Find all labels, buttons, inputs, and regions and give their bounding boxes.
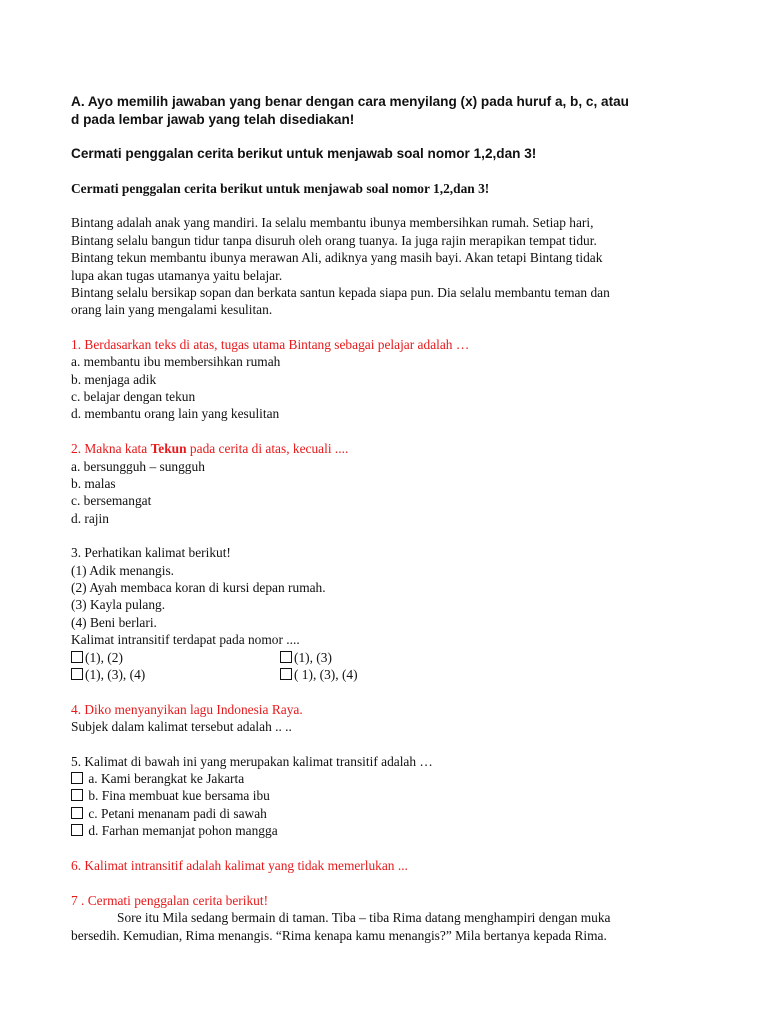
q3-choice-d[interactable]	[280, 666, 358, 683]
q3-sentence-3: (3) Kayla pulang.	[71, 597, 166, 612]
serif-heading: Cermati penggalan cerita berikut untuk menjawab soal nomor 1,2,dan 3!	[71, 181, 490, 196]
question-6: 6. Kalimat intransitif adalah kalimat yang tidak memerlukan ...	[71, 858, 408, 873]
q3-choice-b[interactable]	[280, 649, 332, 666]
q7-story-line: bersedih. Kemudian, Rima menangis. “Rima kenapa kamu menangis?” Mila bertanya kepada Rima.	[71, 928, 607, 943]
story-line: Bintang tekun membantu ibunya merawan Ali, adiknya yang masih bayi. Akan tetapi Bintang tidak	[71, 250, 603, 265]
checkbox-icon[interactable]	[71, 789, 83, 801]
q2-option-c: c. bersemangat	[71, 493, 152, 508]
question-4: 4. Diko menyanyikan lagu Indonesia Raya.	[71, 702, 303, 717]
checkbox-icon[interactable]	[71, 824, 83, 836]
question-7: 7 . Cermati penggalan cerita berikut!	[71, 893, 269, 908]
q2-option-b: b. malas	[71, 476, 116, 491]
q3-choice-a[interactable]	[71, 649, 123, 666]
q1-option-c: c. belajar dengan tekun	[71, 389, 196, 404]
question-1: 1. Berdasarkan teks di atas, tugas utama Bintang sebagai pelajar adalah …	[71, 337, 470, 352]
q5-option-b[interactable]	[71, 787, 270, 804]
sans-heading: Cermati penggalan cerita berikut untuk menjawab soal nomor 1,2,dan 3!	[71, 146, 537, 161]
q4-prompt: Subjek dalam kalimat tersebut adalah .. ..	[71, 719, 292, 734]
q2-text-post: pada cerita di atas, kecuali ....	[186, 441, 349, 456]
checkbox-icon[interactable]	[280, 668, 292, 680]
q3-choice-c-label: (1), (3), (4)	[85, 667, 146, 682]
q5-option-b-label: b. Fina membuat kue bersama ibu	[88, 788, 270, 803]
checkbox-icon[interactable]	[71, 651, 83, 663]
q2-text-pre: 2. Makna kata	[71, 441, 151, 456]
story-line: Bintang adalah anak yang mandiri. Ia selalu membantu ibunya membersihkan rumah. Setiap hari,	[71, 215, 594, 230]
instruction-line-2: d pada lembar jawab yang telah disediakan!	[71, 112, 355, 127]
q1-option-d: d. membantu orang lain yang kesulitan	[71, 406, 280, 421]
q5-option-a[interactable]	[71, 770, 244, 787]
checkbox-icon[interactable]	[71, 668, 83, 680]
q5-option-d-label: d. Farhan memanjat pohon mangga	[88, 823, 278, 838]
q3-sentence-2: (2) Ayah membaca koran di kursi depan rumah.	[71, 580, 326, 595]
q3-choice-c[interactable]	[71, 666, 145, 683]
q7-story-line: Sore itu Mila sedang bermain di taman. Tiba – tiba Rima datang menghampiri dengan muka	[117, 910, 611, 925]
q2-option-a: a. bersungguh – sungguh	[71, 459, 205, 474]
q3-prompt: Kalimat intransitif terdapat pada nomor ....	[71, 632, 300, 647]
instruction-line-1: A. Ayo memilih jawaban yang benar dengan cara menyilang (x) pada huruf a, b, c, atau	[71, 94, 629, 109]
q3-sentence-1: (1) Adik menangis.	[71, 563, 175, 578]
story-line: Bintang selalu bersikap sopan dan berkata santun kepada siapa pun. Dia selalu membantu teman dan	[71, 285, 610, 300]
q5-option-c[interactable]	[71, 805, 267, 822]
q3-choice-b-label: (1), (3)	[294, 650, 332, 665]
q5-option-d[interactable]	[71, 822, 278, 839]
q3-sentence-4: (4) Beni berlari.	[71, 615, 157, 630]
q2-option-d: d. rajin	[71, 511, 109, 526]
q2-keyword: Tekun	[150, 441, 187, 456]
question-5: 5. Kalimat di bawah ini yang merupakan kalimat transitif adalah …	[71, 754, 433, 769]
q1-option-a: a. membantu ibu membersihkan rumah	[71, 354, 281, 369]
q3-choice-d-label: ( 1), (3), (4)	[294, 667, 358, 682]
question-3: 3. Perhatikan kalimat berikut!	[71, 545, 231, 560]
story-line: lupa akan tugas utamanya yaitu belajar.	[71, 268, 283, 283]
checkbox-icon[interactable]	[280, 651, 292, 663]
q5-option-a-label: a. Kami berangkat ke Jakarta	[88, 771, 245, 786]
story-line: orang lain yang mengalami kesulitan.	[71, 302, 273, 317]
checkbox-icon[interactable]	[71, 772, 83, 784]
q5-option-c-label: c. Petani menanam padi di sawah	[88, 806, 267, 821]
q1-option-b: b. menjaga adik	[71, 372, 157, 387]
checkbox-icon[interactable]	[71, 807, 83, 819]
question-2	[71, 440, 348, 457]
q3-choice-a-label: (1), (2)	[85, 650, 123, 665]
story-line: Bintang selalu bangun tidur tanpa disuruh oleh orang tuanya. Ia juga rajin merapikan tempat tidur.	[71, 233, 597, 248]
